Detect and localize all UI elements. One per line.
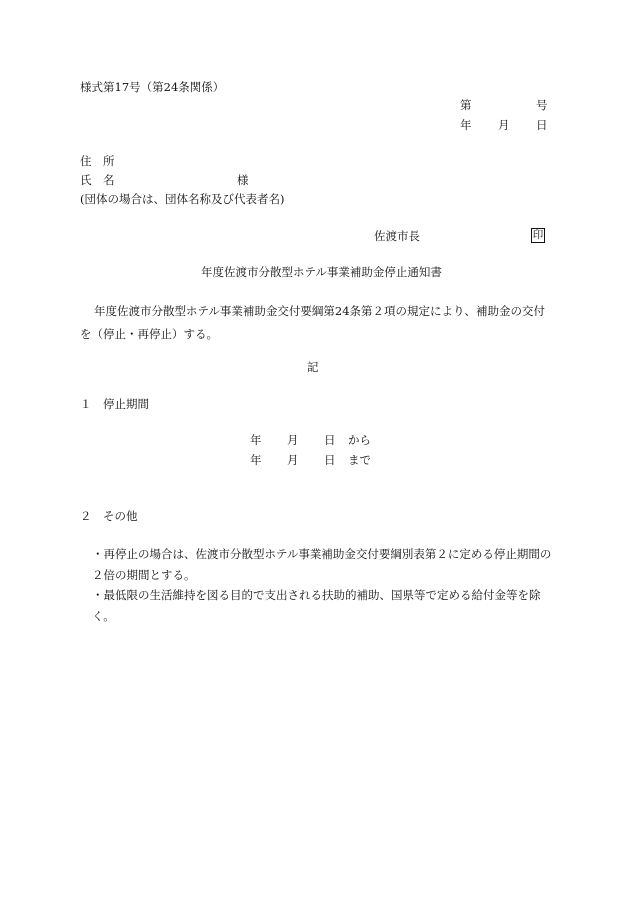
ki-marker: 記: [307, 360, 319, 374]
date-day: 日: [536, 118, 548, 132]
from-day: 日: [324, 433, 336, 447]
to-day: 日: [324, 453, 336, 467]
to-year: 年: [250, 453, 262, 467]
from-month: 月: [287, 433, 299, 447]
form-label: 様式第17号（第24条関係）: [80, 80, 225, 94]
section2-heading: ２ その他: [80, 509, 138, 523]
to-suffix: まで: [348, 453, 371, 467]
group-note: (団体の場合は、団体名称及び代表者名): [80, 192, 285, 206]
note-item: ・最低限の生活維持を図る目的で支出される扶助的補助、国県等で定める給付金等を除く。: [92, 588, 541, 623]
date-month: 月: [498, 118, 510, 132]
address-label: 住 所: [80, 154, 115, 168]
seal-box: 印: [532, 229, 544, 241]
doc-number-suffix: 号: [536, 98, 548, 112]
issuer-title: 佐渡市長: [374, 229, 420, 243]
to-month: 月: [287, 453, 299, 467]
document-title: 年度佐渡市分散型ホテル事業補助金停止通知書: [201, 265, 442, 279]
section1-heading: １ 停止期間: [80, 397, 149, 411]
from-year: 年: [250, 433, 262, 447]
body-paragraph: 年度佐渡市分散型ホテル事業補助金交付要綱第24条第２項の規定により、補助金の交付を（停止・再停止）する。: [80, 304, 546, 341]
name-label: 氏 名: [80, 173, 115, 187]
doc-number-prefix: 第: [460, 98, 472, 112]
from-suffix: から: [348, 433, 371, 447]
note-item: ・再停止の場合は、佐渡市分散型ホテル事業補助金交付要綱別表第２に定める停止期間の２倍の期間とする。: [92, 547, 552, 582]
date-year: 年: [460, 118, 472, 132]
honorific: 様: [237, 173, 249, 187]
